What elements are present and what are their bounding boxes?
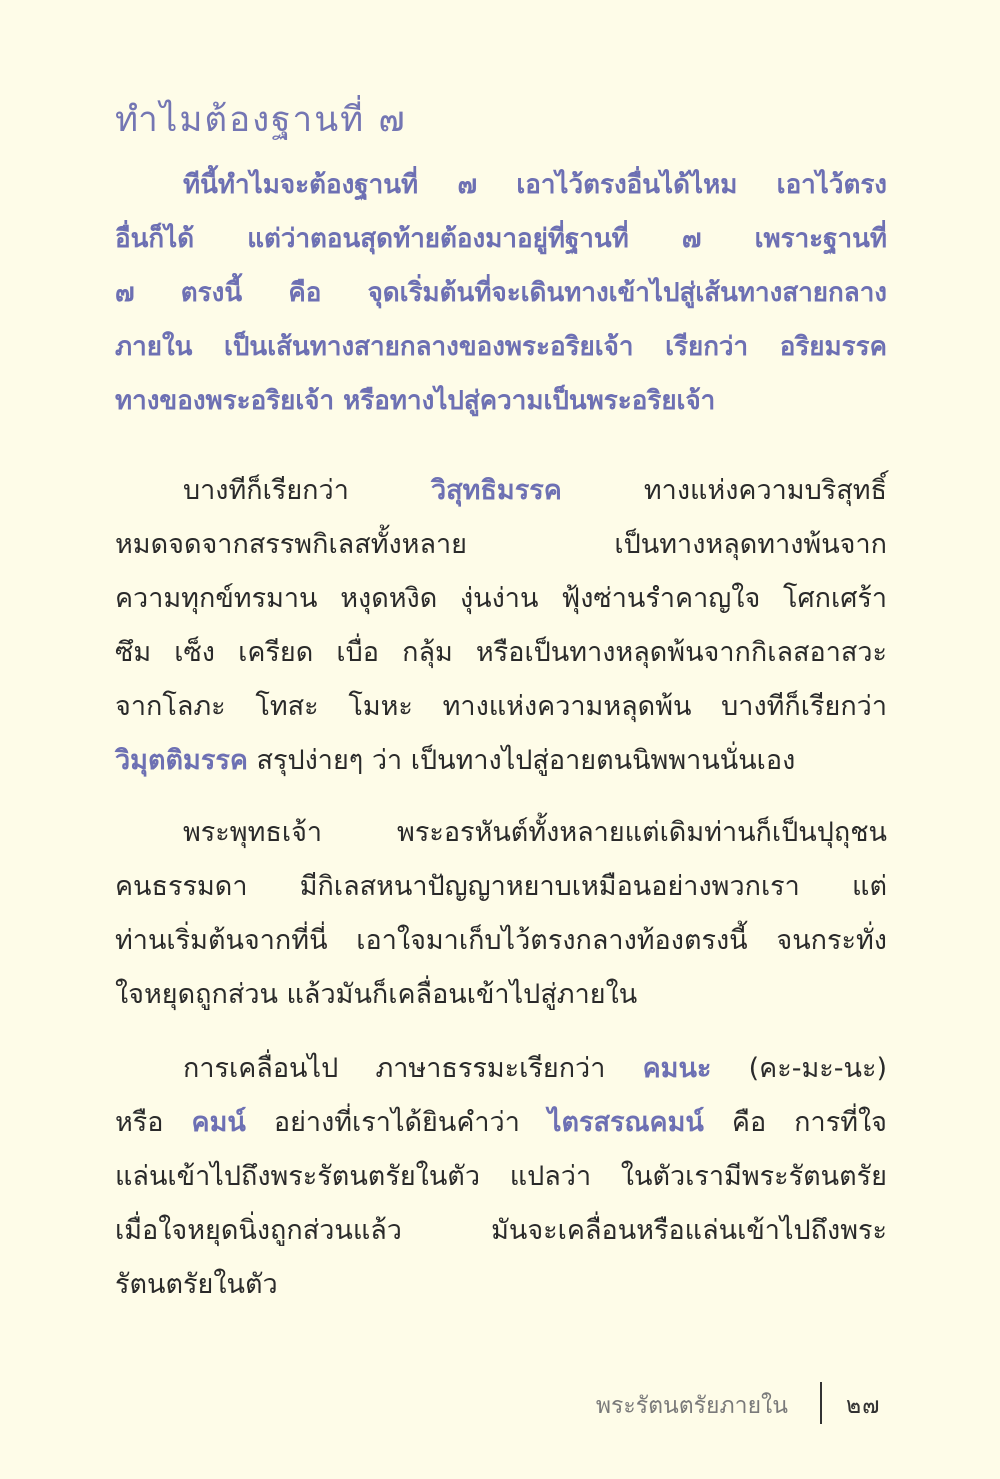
paragraph-line: จากโลภะ โทสะ โมหะ ทางแห่งความหลุดพ้น บางทีก็เรียกว่า: [115, 691, 887, 722]
intro-paragraph: [115, 158, 887, 428]
paragraph-line: หมดจดจากสรรพกิเลสทั้งหลาย เป็นทางหลุดทางพ้นจาก: [115, 529, 887, 560]
paragraph-movement: [115, 1042, 887, 1312]
paragraph-line: [115, 1096, 887, 1150]
paragraph-line: ท่านเริ่มต้นจากที่นี่ เอาใจมาเก็บไว้ตรงกลางท้องตรงนี้ จนกระทั่ง: [115, 925, 887, 956]
paragraph-paths: [115, 464, 887, 788]
book-title: พระรัตนตรัยภายใน: [595, 1393, 788, 1419]
line-text: หรือ: [115, 1107, 192, 1138]
intro-line: ทีนี้ทำไมจะต้องฐานที่ ๗ เอาไว้ตรงอื่นได้ไหม เอาไว้ตรง: [183, 170, 887, 200]
line-text: บางทีก็เรียกว่า: [183, 475, 431, 506]
paragraph-line: ซึม เซ็ง เครียด เบื่อ กลุ้ม หรือเป็นทางหลุดพ้นจากกิเลสอาสวะ: [115, 637, 887, 668]
paragraph-line: [115, 1042, 887, 1096]
page-footer: [0, 1382, 1000, 1426]
term-trisaranagamana: ไตรสรณคมน์: [547, 1107, 704, 1138]
term-visuddhimagga: วิสุทธิมรรค: [430, 475, 562, 506]
paragraph-line: เมื่อใจหยุดนิ่งถูกส่วนแล้ว มันจะเคลื่อนหรือแล่นเข้าไปถึงพระ: [115, 1215, 887, 1246]
line-text: (คะ-มะ-นะ): [711, 1053, 887, 1084]
term-gaman: คมน์: [191, 1107, 246, 1138]
paragraph-line: ใจหยุดถูกส่วน แล้วมันก็เคลื่อนเข้าไปสู่ภายใน: [115, 979, 638, 1010]
page-number: ๒๗: [846, 1393, 881, 1419]
paragraph-buddha: [115, 806, 887, 1022]
paragraph-line: ความทุกข์ทรมาน หงุดหงิด งุ่นง่าน ฟุ้งซ่านรำคาญใจ โศกเศร้า: [115, 583, 887, 614]
intro-line: ทางของพระอริยเจ้า หรือทางไปสู่ความเป็นพระอริยเจ้า: [115, 386, 716, 416]
paragraph-line: พระพุทธเจ้า พระอรหันต์ทั้งหลายแต่เดิมท่านก็เป็นปุถุชน: [183, 817, 887, 848]
line-text: สรุปง่ายๆ ว่า เป็นทางไปสู่อายตนนิพพานนั่นเอง: [247, 745, 796, 776]
paragraph-line: [115, 734, 887, 788]
line-text: อย่างที่เราได้ยินคำว่า: [245, 1107, 548, 1138]
paragraph-line: แล่นเข้าไปถึงพระรัตนตรัยในตัว แปลว่า ในตัวเรามีพระรัตนตรัย: [115, 1161, 887, 1192]
intro-line: ภายใน เป็นเส้นทางสายกลางของพระอริยเจ้า เรียกว่า อริยมรรค: [115, 332, 887, 362]
line-text: ทางแห่งความบริสุทธิ์: [561, 475, 887, 506]
intro-line: อื่นก็ได้ แต่ว่าตอนสุดท้ายต้องมาอยู่ที่ฐานที่ ๗ เพราะฐานที่: [115, 224, 887, 254]
footer-divider: [820, 1382, 822, 1424]
paragraph-line: [115, 464, 887, 518]
paragraph-line: รัตนตรัยในตัว: [115, 1269, 278, 1300]
term-gamana: คมนะ: [642, 1053, 712, 1084]
line-text: คือ การที่ใจ: [703, 1107, 887, 1138]
paragraph-line: คนธรรมดา มีกิเลสหนาปัญญาหยาบเหมือนอย่างพวกเรา แต่: [115, 871, 887, 902]
section-heading: ทำไมต้องฐานที่ ๗: [115, 100, 407, 140]
line-text: การเคลื่อนไป ภาษาธรรมะเรียกว่า: [183, 1053, 643, 1084]
intro-line: ๗ ตรงนี้ คือ จุดเริ่มต้นที่จะเดินทางเข้าไปสู่เส้นทางสายกลาง: [115, 278, 887, 308]
term-vimuttimagga: วิมุตติมรรค: [115, 745, 248, 776]
